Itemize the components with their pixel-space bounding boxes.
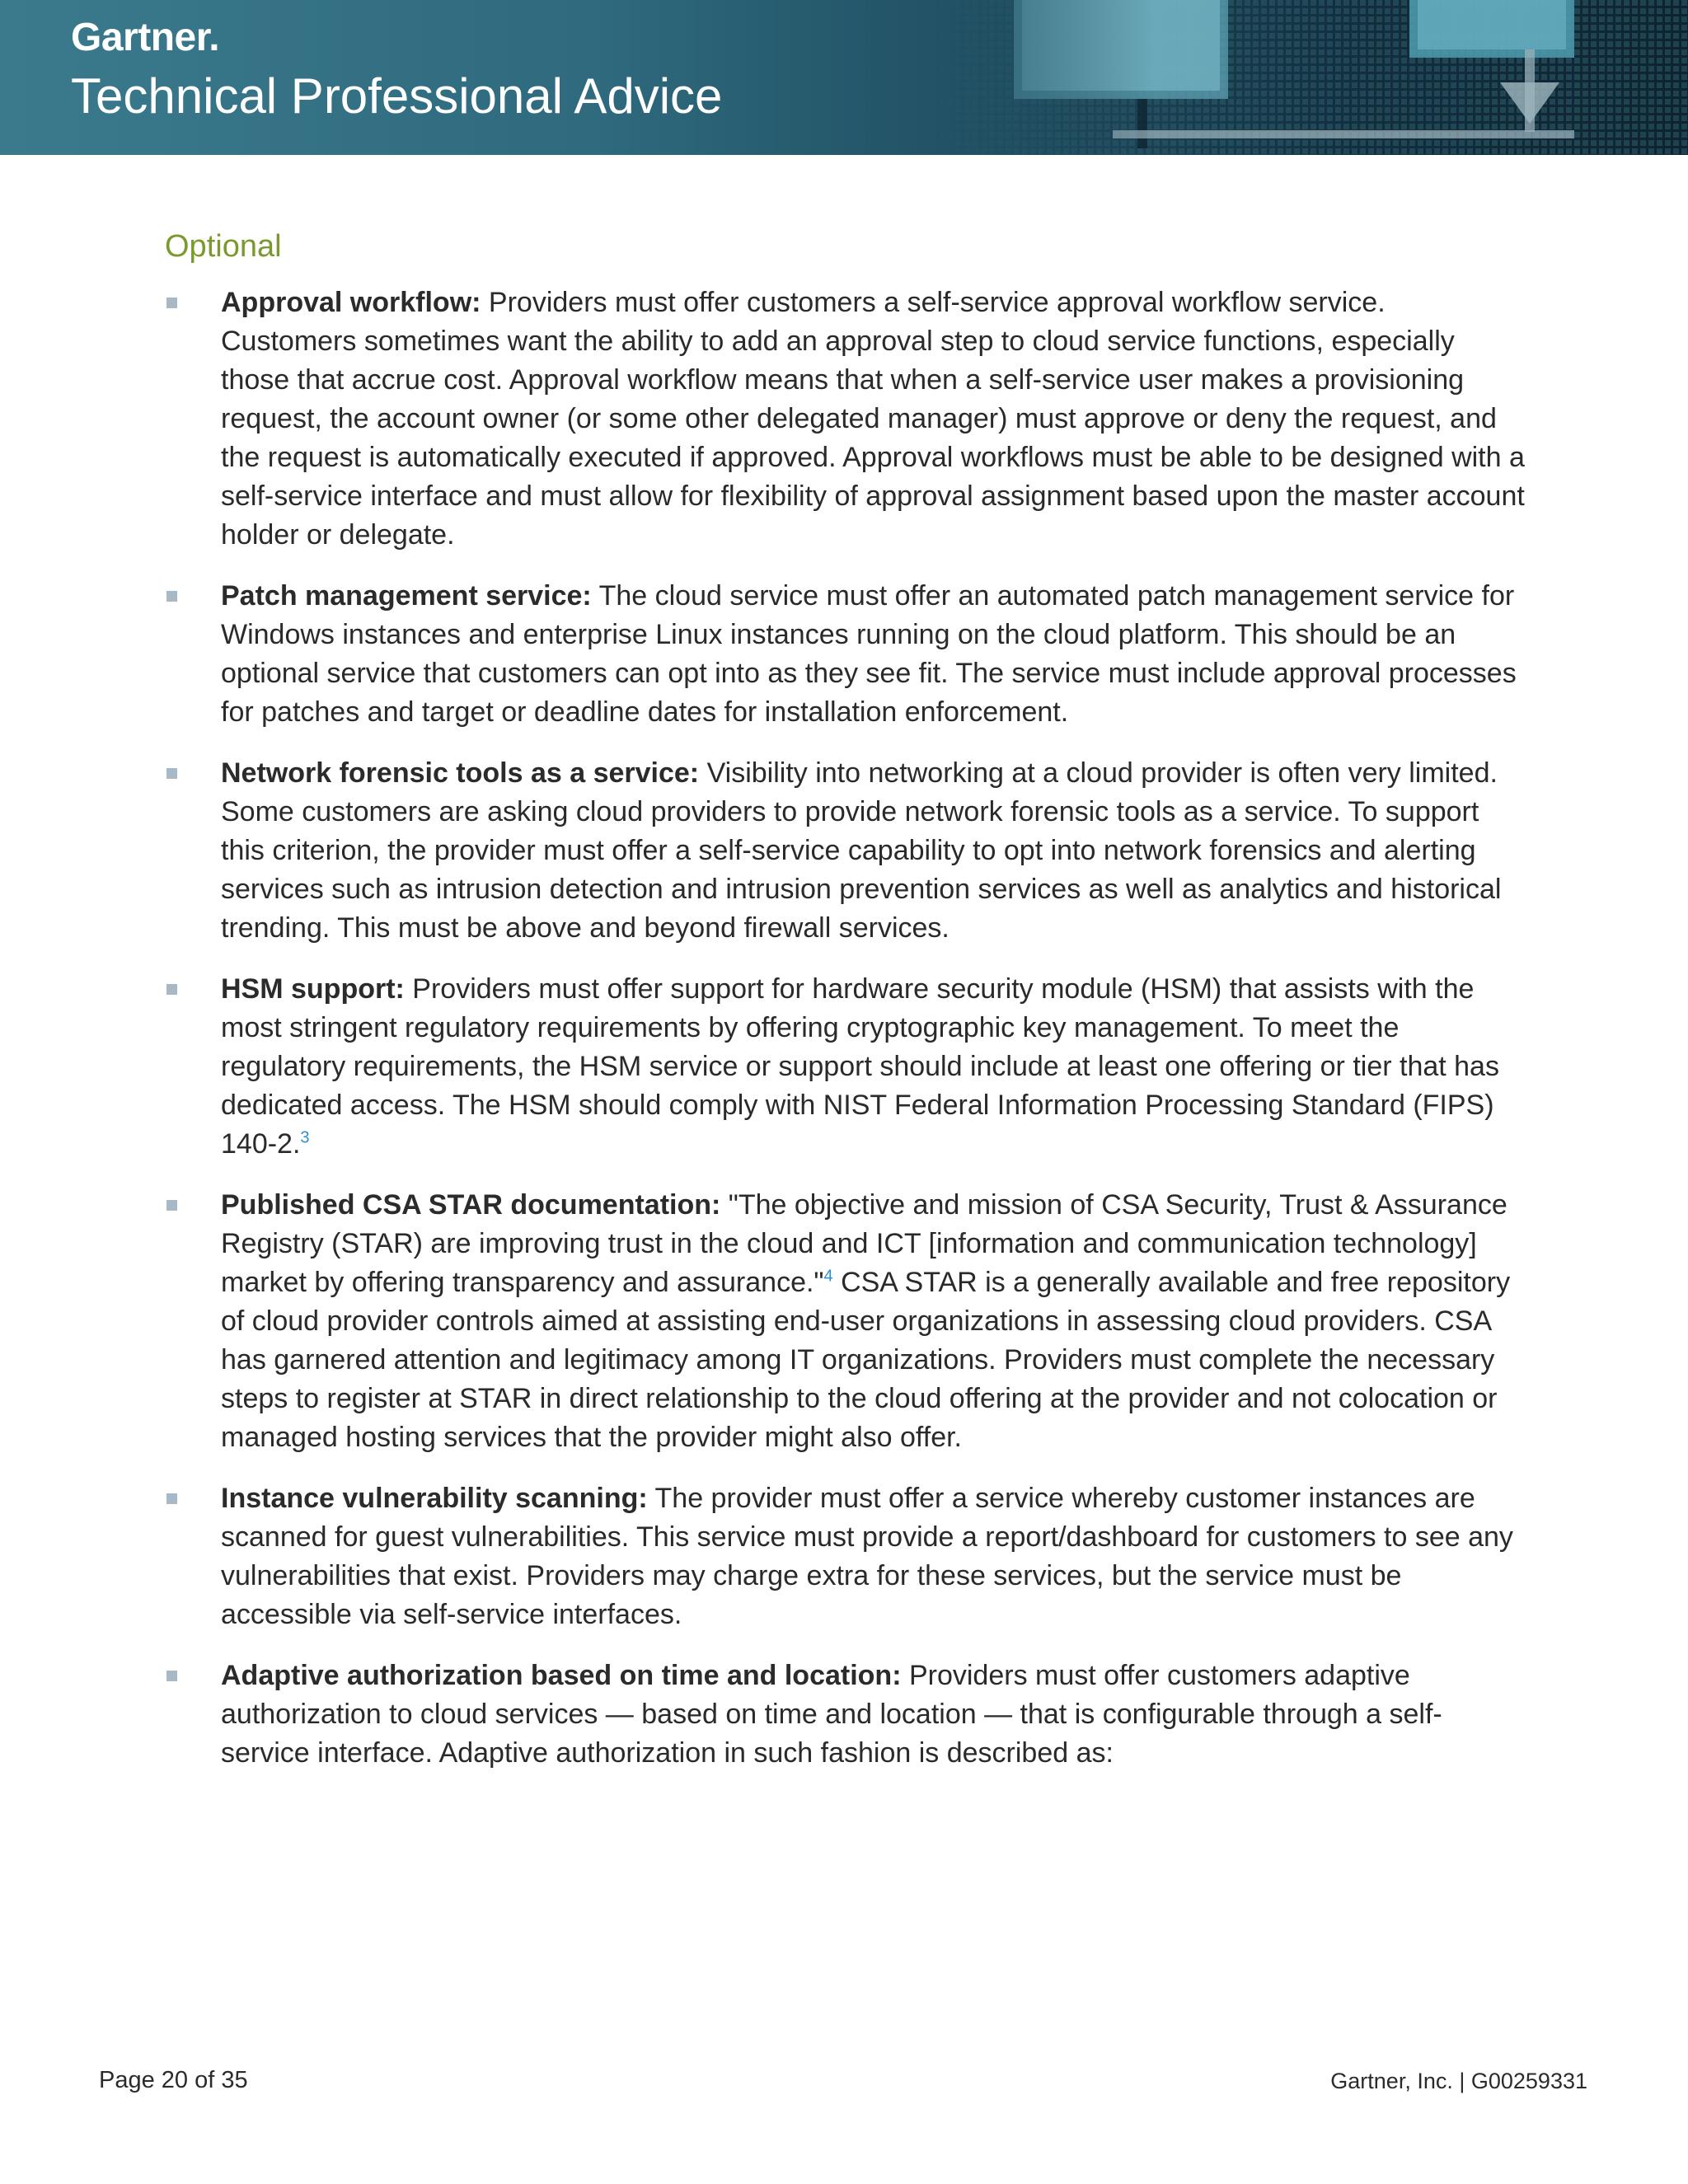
- requirements-list: [165, 284, 1525, 1795]
- square-bullet-icon: [166, 1200, 177, 1211]
- item-term: Patch management service:: [221, 580, 592, 612]
- list-item: [165, 754, 1525, 948]
- item-term: Network forensic tools as a service:: [221, 757, 700, 789]
- page-number: Page 20 of 35: [99, 2067, 248, 2093]
- item-text-continued: CSA STAR is a generally available and free repository of cloud provider controls aimed at assisting end-user organizations in assessing cloud providers. CSA has garnered attention and legitimacy among IT organizations. Providers must complete the necessary steps to register at STAR in direct relationship to the cloud offering at the provider and not colocation or managed hosting services that the provider might also offer.: [221, 1267, 1511, 1453]
- footnote-link[interactable]: 3: [300, 1128, 310, 1147]
- item-text: Providers must offer customers a self-service approval workflow service. Customers sometimes want the ability to add an approval step to cloud service functions, especially those that accrue cost. Approval workflow means that when a self-service user makes a provisioning request, the account owner (or some other delegated manager) must approve or deny the request, and the request is automatically executed if approved. Approval workflows must be able to be designed with a self-service interface and must allow for flexibility of approval assignment based upon the master account holder or delegate.: [221, 287, 1525, 551]
- item-text: Visibility into networking at a cloud provider is often very limited. Some customers are asking cloud providers to provide network forensic tools as a service. To support this criterion, the provider must offer a self-service capability to opt into network forensics and alerting services such as intrusion detection and intrusion prevention services as well as analytics and historical trending. This must be above and beyond firewall services.: [221, 757, 1502, 944]
- section-title: Optional: [165, 229, 282, 264]
- list-item: [165, 1657, 1525, 1773]
- square-bullet-icon: [166, 768, 177, 779]
- list-item: [165, 577, 1525, 732]
- gartner-logo: Gartner.: [71, 16, 220, 59]
- list-item: [165, 284, 1525, 555]
- item-text: Providers must offer customers adaptive authorization to cloud services — based on time and location — that is configurable through a self-service interface. Adaptive authorization in such fashion is described as:: [221, 1660, 1442, 1769]
- square-bullet-icon: [166, 591, 177, 602]
- list-item: [165, 970, 1525, 1164]
- header-subtitle: Technical Professional Advice: [71, 68, 723, 124]
- square-bullet-icon: [166, 1493, 177, 1504]
- footnote-link[interactable]: 4: [823, 1267, 833, 1286]
- header-banner: [0, 0, 1688, 155]
- square-bullet-icon: [166, 984, 177, 995]
- banner-decoration-graphic: [865, 0, 1688, 155]
- item-text: Providers must offer support for hardware security module (HSM) that assists with the most stringent regulatory requirements by offering cryptographic key management. To meet the regulatory requirements, the HSM service or support should include at least one offering or tier that has dedicated access. The HSM should comply with NIST Federal Information Processing Standard (FIPS) 140-2.: [221, 973, 1499, 1160]
- item-text: The cloud service must offer an automated patch management service for Windows instances and enterprise Linux instances running on the cloud platform. This should be an optional service that customers can opt into as they see fit. The service must include approval processes for patches and target or deadline dates for installation enforcement.: [221, 580, 1517, 728]
- item-term: Adaptive authorization based on time and location:: [221, 1660, 902, 1691]
- list-item: [165, 1479, 1525, 1634]
- item-text: "The objective and mission of CSA Security, Trust & Assurance Registry (STAR) are improving trust in the cloud and ICT [information and communication technology] market by offering transparency and assurance.": [221, 1189, 1507, 1298]
- square-bullet-icon: [166, 298, 177, 308]
- item-term: Published CSA STAR documentation:: [221, 1189, 721, 1221]
- item-text: The provider must offer a service whereby customer instances are scanned for guest vulnerabilities. This service must provide a report/dashboard for customers to see any vulnerabilities that exist. Providers may charge extra for these services, but the service must be accessible via self-service interfaces.: [221, 1483, 1513, 1630]
- square-bullet-icon: [166, 1671, 177, 1681]
- item-term: Approval workflow:: [221, 287, 481, 318]
- list-item: [165, 1186, 1525, 1457]
- document-id: Gartner, Inc. | G00259331: [1330, 2069, 1587, 2093]
- item-term: Instance vulnerability scanning:: [221, 1483, 648, 1514]
- item-term: HSM support:: [221, 973, 405, 1005]
